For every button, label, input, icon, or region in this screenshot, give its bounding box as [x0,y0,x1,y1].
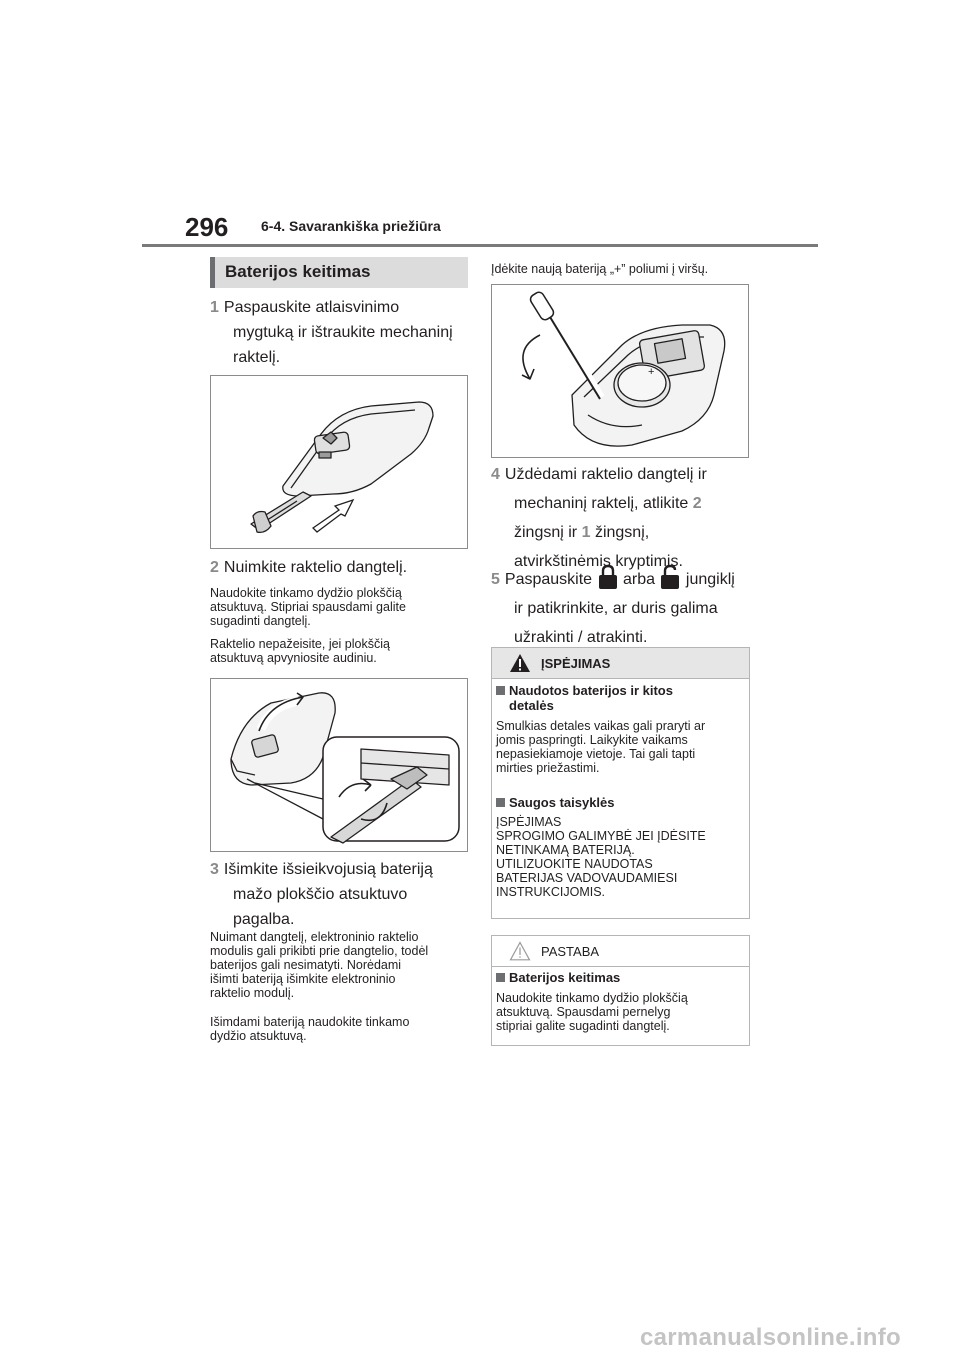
step-3-line-1: Išimkite išsieikvojusią bateriją [223,861,433,878]
battery-plus-sign: + [648,366,655,378]
note-line: atsuktuvą apvyniosite audiniu. [210,651,377,665]
warning-text-2 [496,815,748,899]
warning-bullet-2 [496,795,746,810]
note-line: Raktelio nepažeisite, jei plokščią [210,637,390,651]
note-line: atsuktuvą. Stipriai spausdami galite [210,600,406,614]
step-4-line-4: atvirkštinėmis kryptimis. [514,553,683,570]
figure-insert-battery [491,284,749,458]
warning-line: BATERIJAS VADOVAUDAMIESI [496,871,678,885]
step-4 [491,462,761,574]
step-2-note-1 [210,586,470,628]
step-3-line-3: pagalba. [233,911,295,928]
header-rule [142,244,818,247]
notice-triangle-icon [509,941,531,961]
step-5-text-c: jungiklį [685,571,735,588]
warning-line: SPROGIMO GALIMYBĖ JEI ĮDĖSITE [496,829,706,843]
cover-removal-illustration [211,679,469,853]
warning-line: mirties priežastimi. [496,761,600,775]
step-1 [210,295,470,370]
step-3-line-2: mažo plokščio atsuktuvo [233,886,408,903]
notice-line: atsuktuvą. Spausdami pernelyg [496,1005,671,1019]
step-4-number: 4 [491,466,500,483]
warning-bullet-1-line-2: detalės [509,698,554,713]
notice-title: PASTABA [541,944,600,959]
note-line: sugadinti dangtelį. [210,614,311,628]
warning-line: ĮSPĖJIMAS [496,815,562,829]
lock-icon [597,564,619,590]
warning-triangle-icon [509,653,531,673]
notice-box [491,935,750,1046]
step-2 [210,555,470,580]
key-fob-illustration [211,376,469,550]
step-1-line-1: Paspauskite atlaisvinimo [223,299,400,316]
step-4-line-2: mechaninį raktelį, atlikite [514,495,689,512]
note-line: Nuimant dangtelį, elektroninio raktelio [210,930,419,944]
notice-text [496,991,748,1033]
warning-bullet-1 [496,683,746,713]
page-number: 296 [185,212,229,242]
notice-line: Naudokite tinkamo dydžio plokščią [496,991,688,1005]
step-4-ref-2: 2 [692,495,702,512]
notice-bullet-text: Baterijos keitimas [509,970,621,985]
step-3 [210,857,470,932]
warning-header [492,648,749,679]
warning-line: Smulkias detales vaikas gali praryti ar [496,719,706,733]
step-5 [491,564,761,650]
section-title: Baterijos keitimas [225,262,371,281]
note-line: Išimdami bateriją naudokite tinkamo [210,1015,410,1029]
chapter-title: 6-4. Savarankiška priežiūra [261,218,441,234]
warning-line: UTILIZUOKITE NAUDOTAS [496,857,653,871]
warning-line: NETINKAMĄ BATERIJĄ. [496,843,635,857]
warning-line: INSTRUKCIJOMIS. [496,885,606,899]
step-3-note-2 [210,1015,470,1043]
note-line: išimti bateriją išimkite elektroninio [210,972,396,986]
note-line: Naudokite tinkamo dydžio plokščią [210,586,402,600]
figure-remove-cover [210,678,468,852]
step-4-line-3b: žingsnį, [594,524,650,541]
step-3-number: 3 [210,861,219,878]
insert-battery-instruction: Įdėkite naują bateriją „+” poliumi į viršų. [491,262,709,276]
step-2-text: Nuimkite raktelio dangtelį. [223,559,408,576]
step-5-text-a: Paspauskite [504,571,593,588]
step-5-line-2: ir patikrinkite, ar duris galima [514,600,718,617]
step-2-number: 2 [210,559,219,576]
step-5-text-b: arba [622,571,656,588]
note-line: modulis gali prikibti prie dangtelio, todėl [210,944,429,958]
note-line: raktelio modulį. [210,986,295,1000]
step-1-line-2: mygtuką ir ištraukite mechaninį [233,324,453,341]
warning-box [491,647,750,919]
section-heading [210,257,468,288]
step-5-line-3: užrakinti / atrakinti. [514,629,648,646]
note-line: dydžio atsuktuvą. [210,1029,307,1043]
step-4-line-1: Uždėdami raktelio dangtelį ir [504,466,707,483]
step-2-note-2 [210,637,470,665]
unlock-icon [659,564,681,590]
warning-line: jomis paspringti. Laikykite vaikams [496,733,688,747]
bullet-square-icon [496,973,505,982]
note-line: baterijos gali nesimatyti. Norėdami [210,958,402,972]
warning-bullet-1-line-1: Naudotos baterijos ir kitos [509,683,673,698]
battery-insert-illustration [492,285,750,459]
notice-header [492,936,749,967]
step-3-note-1 [210,930,470,1000]
step-4-line-3a: žingsnį ir [514,524,578,541]
bullet-square-icon [496,798,505,807]
warning-title: ĮSPĖJIMAS [541,656,611,671]
warning-text-1 [496,719,748,775]
notice-line: stipriai galite sugadinti dangtelį. [496,1019,670,1033]
step-5-number: 5 [491,571,500,588]
step-1-number: 1 [210,299,219,316]
step-4-ref-1: 1 [581,524,591,541]
bullet-square-icon [496,686,505,695]
step-1-line-3: raktelį. [233,349,281,366]
warning-line: nepasiekiamoje vietoje. Tai gali tapti [496,747,696,761]
notice-bullet [496,970,746,985]
watermark: carmanualsonline.info [640,1324,902,1351]
warning-bullet-2-text: Saugos taisyklės [509,795,615,810]
figure-remove-mechanical-key [210,375,468,549]
